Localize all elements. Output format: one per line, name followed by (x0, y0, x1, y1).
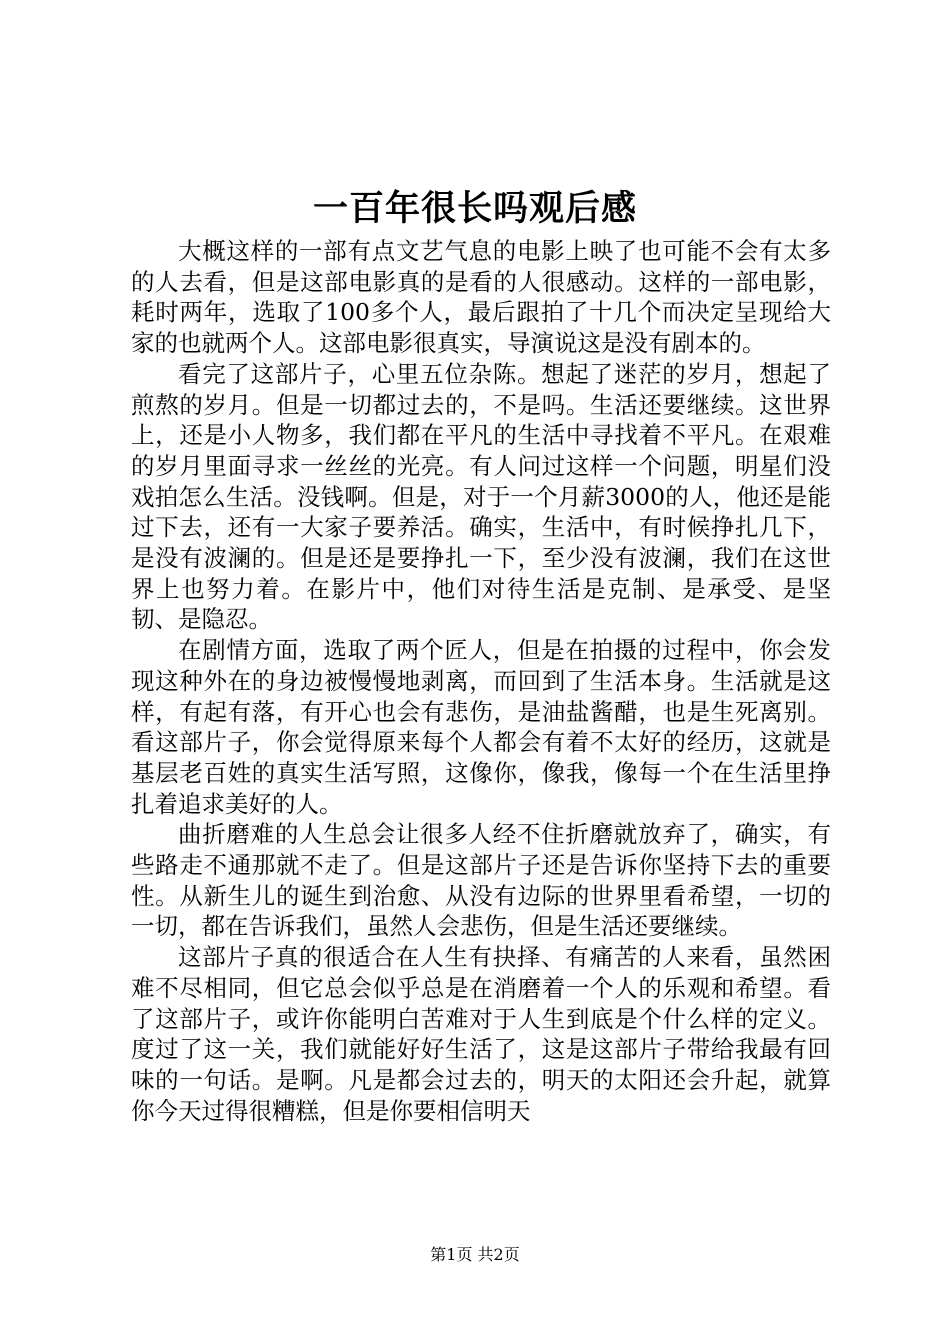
paragraph-2: 看完了这部片子，心里五位杂陈。想起了迷茫的岁月，想起了煎熬的岁月。但是一切都过去的，不是吗。生活还要继续。这世界上，还是小人物多，我们都在平凡的生活中寻找着不平凡。在艰难的岁月里面寻求一丝丝的光亮。有人问过这样一个问题，明星们没戏拍怎么生活。没钱啊。但是，对于一个月薪3000的人，他还是能过下去，还有一大家子要养活。确实，生活中，有时候挣扎几下，是没有波澜的。但是还是要挣扎一下，至少没有波澜，我们在这世界上也努力着。在影片中，他们对待生活是克制、是承受、是坚韧、是隐忍。 (131, 359, 831, 634)
document-title: 一百年很长吗观后感 (312, 188, 637, 229)
document-body (131, 236, 831, 1126)
paragraph-1: 大概这样的一部有点文艺气息的电影上映了也可能不会有太多的人去看，但是这部电影真的是看的人很感动。这样的一部电影，耗时两年，选取了100多个人，最后跟拍了十几个而决定呈现给大家的也就两个人。这部电影很真实，导演说这是没有剧本的。 (131, 237, 831, 358)
page-footer: 第1页 共2页 (430, 1245, 520, 1264)
paragraph-3: 在剧情方面，选取了两个匠人，但是在拍摄的过程中，你会发现这种外在的身边被慢慢地剥离，而回到了生活本身。生活就是这样，有起有落，有开心也会有悲伤，是油盐酱醋，也是生死离别。看这部片子，你会觉得原来每个人都会有着不太好的经历，这就是基层老百姓的真实生活写照，这像你，像我，像每一个在生活里挣扎着追求美好的人。 (131, 636, 831, 818)
paragraph-5: 这部片子真的很适合在人生有抉择、有痛苦的人来看，虽然困难不尽相同，但它总会似乎总是在消磨着一个人的乐观和希望。看了这部片子，或许你能明白苦难对于人生到底是个什么样的定义。度过了这一关，我们就能好好生活了，这是这部片子带给我最有回味的一句话。是啊。凡是都会过去的，明天的太阳还会升起，就算你今天过得很糟糕，但是你要相信明天 (131, 943, 831, 1125)
paragraph-4: 曲折磨难的人生总会让很多人经不住折磨就放弃了，确实，有些路走不通那就不走了。但是这部片子还是告诉你坚持下去的重要性。从新生儿的诞生到治愈、从没有边际的世界里看希望，一切的一切，都在告诉我们，虽然人会悲伤，但是生活还要继续。 (131, 820, 831, 941)
